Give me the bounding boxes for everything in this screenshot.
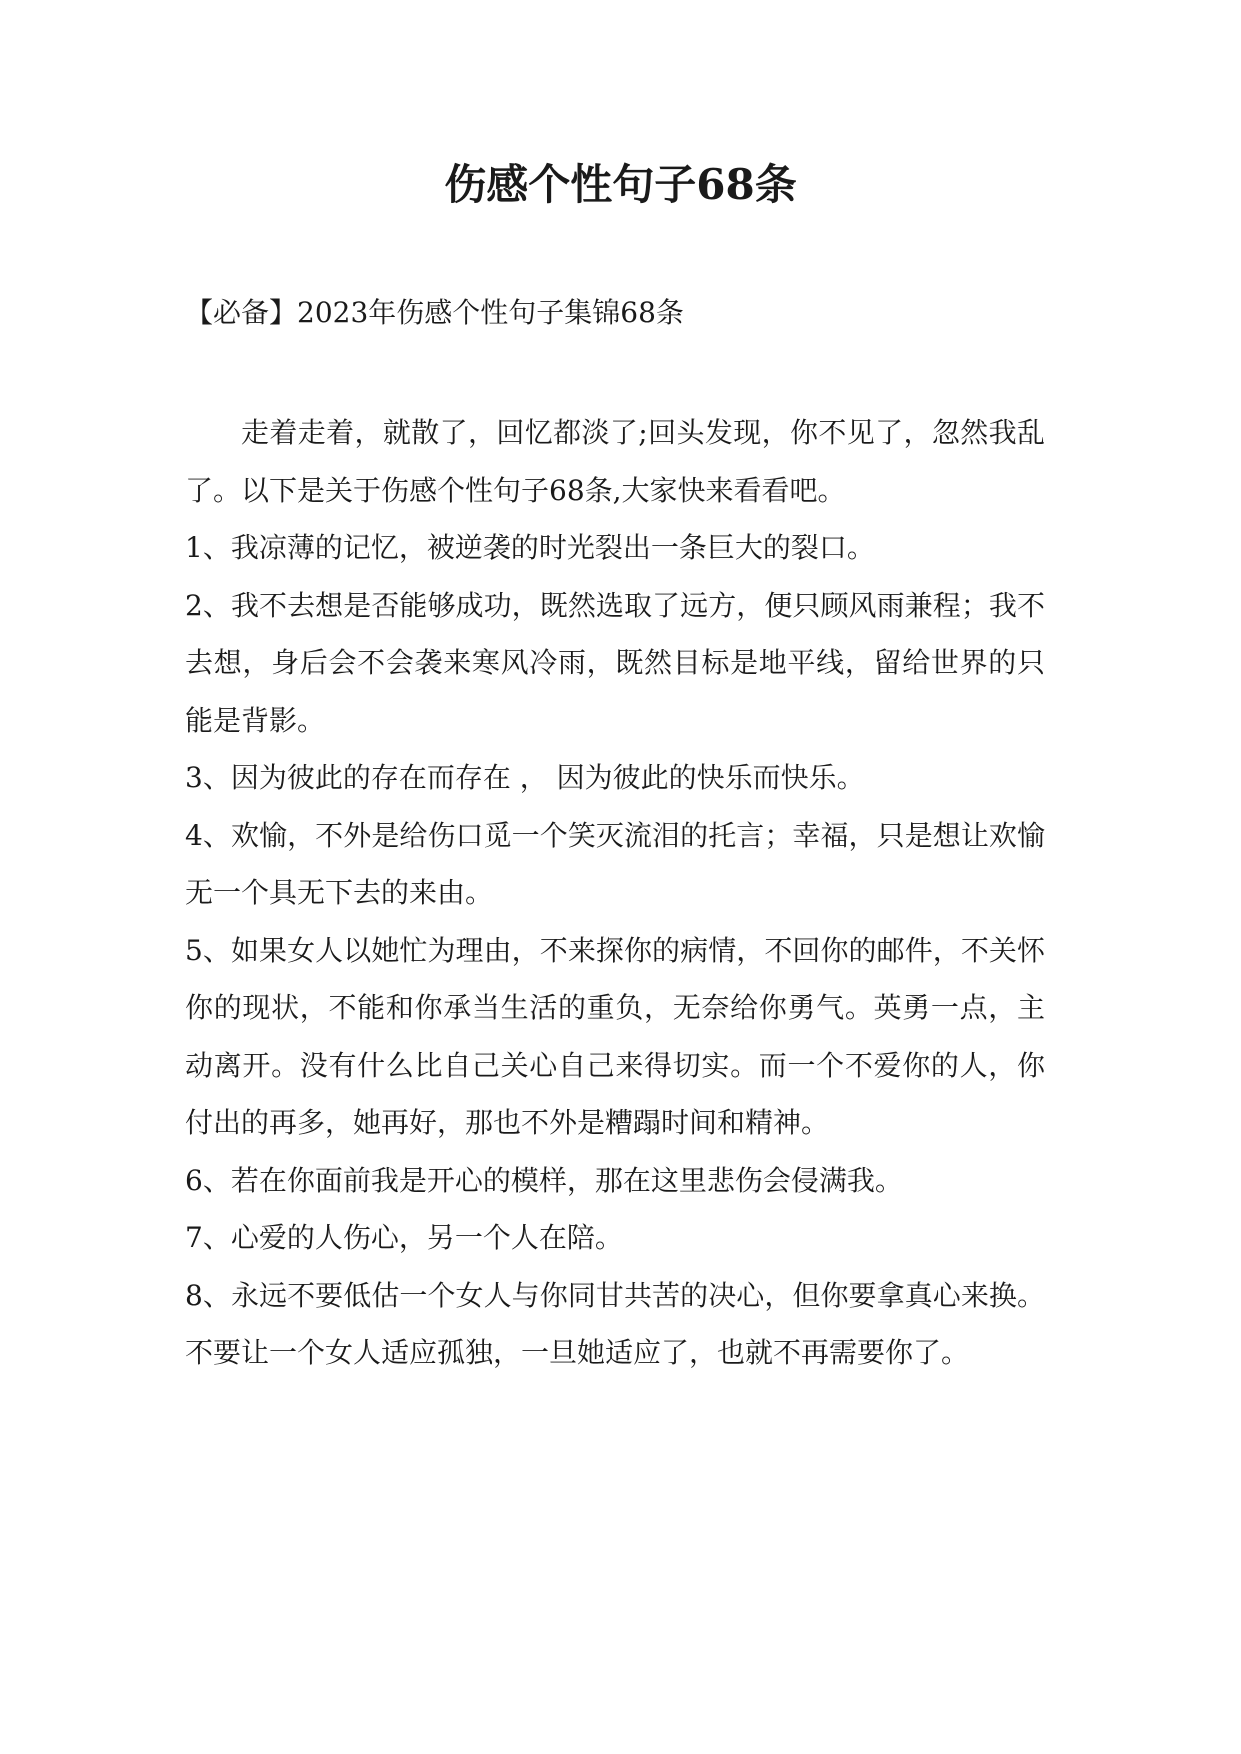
document-body bbox=[185, 404, 1045, 1382]
list-item: 3、因为彼此的存在而存在 ， 因为彼此的快乐而快乐。 bbox=[185, 761, 865, 794]
document-subtitle: 【必备】2023年伤感个性句子集锦68条 bbox=[185, 296, 684, 329]
list-item: 8、永远不要低估一个女人与你同甘共苦的决心，但你要拿真心来换。不要让一个女人适应孤独，一旦她适应了，也就不再需要你了。 bbox=[185, 1278, 1045, 1369]
list-item: 6、若在你面前我是开心的模样，那在这里悲伤会侵满我。 bbox=[185, 1163, 903, 1197]
list-item: 4、欢愉，不外是给伤口觅一个笑灭流泪的托言；幸福，只是想让欢愉无一个具无下去的来由。 bbox=[185, 818, 1045, 909]
list-item: 7、心爱的人伤心，另一个人在陪。 bbox=[185, 1221, 623, 1254]
document-title: 伤感个性句子68条 bbox=[444, 160, 797, 209]
list-item: 5、如果女人以她忙为理由，不来探你的病情，不回你的邮件，不关怀你的现状，不能和你承当生活的重负，无奈给你勇气。英勇一点，主动离开。没有什么比自己关心自己来得切实。而一个不爱你的人，你付出的再多，她再好，那也不外是糟蹋时间和精神。 bbox=[185, 933, 1045, 1139]
list-item: 2、我不去想是否能够成功，既然选取了远方，便只顾风雨兼程；我不去想，身后会不会袭来寒风冷雨，既然目标是地平线，留给世界的只能是背影。 bbox=[185, 588, 1045, 737]
list-item: 1、我凉薄的记忆，被逆袭的时光裂出一条巨大的裂口。 bbox=[185, 531, 875, 564]
intro-paragraph: 走着走着，就散了，回忆都淡了;回头发现，你不见了，忽然我乱了。以下是关于伤感个性句子68条,大家快来看看吧。 bbox=[185, 416, 1045, 507]
